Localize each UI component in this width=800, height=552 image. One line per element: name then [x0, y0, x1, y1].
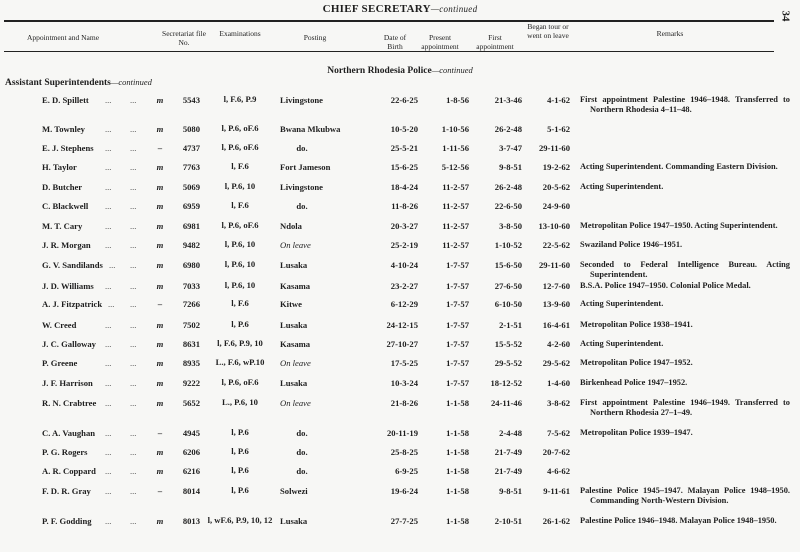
present-appointment: 1-1-58	[446, 398, 469, 408]
marital-status: m	[156, 447, 164, 457]
leader-dots: ...	[105, 398, 112, 408]
posting: On leave	[280, 398, 311, 408]
leader-dots: ...	[105, 466, 112, 476]
file-number: 7763	[182, 162, 200, 172]
present-appointment: 1-7-57	[446, 260, 469, 270]
leader-dots: ...	[130, 358, 137, 368]
posting: Lusaka	[280, 320, 308, 330]
marital-status: m	[156, 95, 164, 105]
leader-dots: ...	[130, 378, 137, 388]
began-tour: 24-9-60	[542, 201, 570, 211]
officer-name: F. D. R. Gray	[42, 486, 91, 496]
posting: Livingstone	[280, 95, 323, 105]
examinations: l, P.6, oF.6	[221, 123, 259, 133]
date-of-birth: 10-5-20	[390, 124, 418, 134]
marital-status: m	[156, 378, 164, 388]
marital-status: m	[156, 260, 164, 270]
leader-dots: ...	[130, 95, 137, 105]
posting: do.	[296, 466, 308, 476]
remarks: First appointment Palestine 1946–1949. Transferred to Northern Rhodesia 27–1–49.	[580, 398, 790, 417]
present-appointment: 1-1-58	[446, 486, 469, 496]
marital-status: m	[156, 240, 164, 250]
officer-name: P. F. Godding	[42, 516, 92, 526]
marital-status: m	[156, 182, 164, 192]
officer-name: M. Townley	[42, 124, 85, 134]
began-tour: 12-7-60	[542, 281, 570, 291]
table-row	[0, 94, 800, 114]
leader-dots: ...	[105, 201, 112, 211]
leader-dots: ...	[105, 320, 112, 330]
marital-status: m	[156, 221, 164, 231]
officer-name: J. D. Williams	[42, 281, 94, 291]
table-row	[0, 485, 800, 505]
posting: do.	[296, 428, 308, 438]
present-appointment: 1-7-57	[446, 339, 469, 349]
examinations: l, F.6	[231, 161, 249, 171]
officer-name: D. Butcher	[42, 182, 83, 192]
marital-status: m	[156, 466, 164, 476]
officer-name: M. T. Cary	[42, 221, 83, 231]
leader-dots: ...	[130, 281, 137, 291]
date-of-birth: 15-6-25	[390, 162, 418, 172]
file-number: 7502	[182, 320, 200, 330]
table-row	[0, 428, 800, 442]
posting: Kasama	[280, 281, 311, 291]
title-text: CHIEF SECRETARY	[322, 3, 431, 15]
present-appointment: 1-7-57	[446, 358, 469, 368]
table-row	[0, 397, 800, 417]
present-appointment: 1-1-58	[446, 428, 469, 438]
leader-dots: ...	[105, 143, 112, 153]
table-row	[0, 320, 800, 334]
leader-dots: ...	[105, 486, 112, 496]
file-number: 8013	[182, 516, 200, 526]
posting: Lusaka	[280, 516, 308, 526]
marital-status: m	[156, 358, 164, 368]
began-tour: 4-2-60	[547, 339, 570, 349]
marital-status: m	[156, 339, 164, 349]
officer-name: J. R. Morgan	[42, 240, 91, 250]
posting: On leave	[280, 358, 311, 368]
examinations: l, P.6	[231, 446, 249, 456]
began-tour: 29-11-60	[538, 143, 570, 153]
officer-name: P. Greene	[42, 358, 78, 368]
file-number: 6206	[182, 447, 200, 457]
examinations: l, F.6	[231, 298, 249, 308]
present-appointment: 11-2-57	[442, 240, 469, 250]
first-appointment: 2-4-48	[499, 428, 522, 438]
posting: Kasama	[280, 339, 311, 349]
table-row	[0, 259, 800, 279]
page-number: 34	[779, 10, 792, 22]
began-tour: 3-8-62	[547, 398, 570, 408]
remarks: Palestine Police 1945–1947. Malayan Police 1948–1950. Commanding North-Western Division.	[580, 486, 790, 505]
leader-dots: ...	[109, 260, 116, 270]
examinations: l, P.6, oF.6	[221, 142, 259, 152]
examinations: l, P.6, 10	[224, 239, 256, 249]
present-appointment: 1-1-58	[446, 516, 469, 526]
marital-status: –	[157, 428, 163, 438]
file-number: 8631	[182, 339, 200, 349]
examinations: l, P.6, oF.6	[221, 220, 259, 230]
first-appointment: 22-6-50	[494, 201, 522, 211]
first-appointment: 26-2-48	[494, 124, 522, 134]
leader-dots: ...	[130, 447, 137, 457]
file-number: 8935	[182, 358, 200, 368]
examinations: l, F.6, P.9	[223, 94, 257, 104]
present-appointment: 1-1-58	[446, 466, 469, 476]
table-row	[0, 516, 800, 530]
officer-name: J. C. Galloway	[42, 339, 96, 349]
posting: do.	[296, 143, 308, 153]
marital-status: –	[157, 299, 163, 309]
posting: Ndola	[280, 221, 302, 231]
leader-dots: ...	[130, 240, 137, 250]
posting: On leave	[280, 240, 311, 250]
examinations: l, P.6, 10	[224, 259, 256, 269]
subsection-heading	[5, 77, 152, 88]
date-of-birth: 21-8-26	[390, 398, 418, 408]
remarks: Acting Superintendent.	[580, 299, 664, 308]
leader-dots: ...	[130, 320, 137, 330]
first-appointment: 6-10-50	[494, 299, 522, 309]
marital-status: m	[156, 516, 164, 526]
date-of-birth: 6-12-29	[390, 299, 418, 309]
posting: Lusaka	[280, 260, 308, 270]
section-suffix: —continued	[431, 65, 473, 75]
table-row	[0, 466, 800, 480]
leader-dots: ...	[130, 486, 137, 496]
table-row	[0, 358, 800, 372]
first-appointment: 21-7-49	[494, 466, 522, 476]
date-of-birth: 25-8-25	[390, 447, 418, 457]
first-appointment: 15-5-52	[494, 339, 522, 349]
marital-status: m	[156, 124, 164, 134]
remarks: Acting Superintendent.	[580, 339, 664, 348]
leader-dots: ...	[130, 182, 137, 192]
posting: Livingstone	[280, 182, 323, 192]
began-tour: 13-9-60	[542, 299, 570, 309]
table-row	[0, 221, 800, 235]
leader-dots: ...	[130, 260, 137, 270]
examinations: l, F.6, P.9, 10	[217, 338, 263, 348]
col-header-present: Present appointment	[421, 33, 459, 51]
file-number: 4945	[182, 428, 200, 438]
remarks: Acting Superintendent. Commanding Eastern Division.	[580, 162, 778, 171]
examinations: l, P.6	[231, 465, 249, 475]
first-appointment: 3-7-47	[499, 143, 522, 153]
subsection-suffix: —continued	[110, 77, 152, 87]
leader-dots: ...	[105, 428, 112, 438]
leader-dots: ...	[130, 466, 137, 476]
began-tour: 1-4-60	[547, 378, 570, 388]
marital-status: m	[156, 281, 164, 291]
present-appointment: 11-2-57	[442, 182, 469, 192]
leader-dots: ...	[105, 339, 112, 349]
leader-dots: ...	[105, 95, 112, 105]
first-appointment: 29-5-52	[494, 358, 522, 368]
table-row	[0, 143, 800, 157]
officer-name: E. J. Stephens	[42, 143, 94, 153]
col-header-dob: Date of Birth	[383, 33, 407, 51]
leader-dots: ...	[105, 281, 112, 291]
present-appointment: 1-10-56	[441, 124, 469, 134]
leader-dots: ...	[105, 182, 112, 192]
remarks: Palestine Police 1946–1948. Malayan Police 1948–1950.	[580, 516, 777, 525]
officer-name: C. A. Vaughan	[42, 428, 96, 438]
page-title	[0, 3, 800, 15]
posting: Bwana Mkubwa	[280, 124, 341, 134]
first-appointment: 26-2-48	[494, 182, 522, 192]
leader-dots: ...	[130, 516, 137, 526]
examinations: l, P.6, oF.6	[221, 377, 259, 387]
first-appointment: 2-10-51	[494, 516, 522, 526]
table-row	[0, 299, 800, 313]
file-number: 6959	[182, 201, 200, 211]
marital-status: –	[157, 486, 163, 496]
remarks: Swaziland Police 1946–1951.	[580, 240, 683, 249]
officer-name: P. G. Rogers	[42, 447, 88, 457]
table-row	[0, 281, 800, 295]
present-appointment: 1-7-57	[446, 299, 469, 309]
began-tour: 26-1-62	[542, 516, 570, 526]
table-row	[0, 162, 800, 176]
first-appointment: 21-3-46	[494, 95, 522, 105]
file-number: 6980	[182, 260, 200, 270]
date-of-birth: 27-7-25	[390, 516, 418, 526]
began-tour: 5-1-62	[547, 124, 570, 134]
date-of-birth: 23-2-27	[390, 281, 418, 291]
present-appointment: 1-7-57	[446, 378, 469, 388]
leader-dots: ...	[130, 124, 137, 134]
leader-dots: ...	[130, 162, 137, 172]
examinations: l, P.6, 10	[224, 280, 256, 290]
date-of-birth: 25-5-21	[390, 143, 418, 153]
file-number: 5652	[182, 398, 200, 408]
leader-dots: ...	[105, 358, 112, 368]
col-header-remarks: Remarks	[656, 29, 684, 38]
subsection-title: Assistant Superintendents	[5, 78, 111, 88]
header-rule-top	[4, 20, 774, 22]
posting: Solwezi	[280, 486, 308, 496]
leader-dots: ...	[105, 516, 112, 526]
first-appointment: 21-7-49	[494, 447, 522, 457]
remarks: Metropolitan Police 1947–1950. Acting Superintendent.	[580, 221, 778, 230]
leader-dots: ...	[105, 162, 112, 172]
present-appointment: 1-11-56	[442, 143, 469, 153]
file-number: 6216	[182, 466, 200, 476]
table-row	[0, 182, 800, 196]
first-appointment: 15-6-50	[494, 260, 522, 270]
remarks: B.S.A. Police 1947–1950. Colonial Police Medal.	[580, 281, 751, 290]
date-of-birth: 11-8-26	[391, 201, 418, 211]
began-tour: 19-2-62	[542, 162, 570, 172]
leader-dots: ...	[105, 447, 112, 457]
leader-dots: ...	[130, 143, 137, 153]
table-row	[0, 124, 800, 138]
first-appointment: 3-8-50	[499, 221, 522, 231]
remarks: Metropolitan Police 1939–1947.	[580, 428, 693, 437]
col-header-exams: Examinations	[219, 29, 261, 38]
date-of-birth: 4-10-24	[390, 260, 418, 270]
leader-dots: ...	[130, 398, 137, 408]
present-appointment: 1-7-57	[446, 281, 469, 291]
began-tour: 20-7-62	[542, 447, 570, 457]
officer-name: E. D. Spillett	[42, 95, 89, 105]
leader-dots: ...	[130, 221, 137, 231]
remarks: Metropolitan Police 1947–1952.	[580, 358, 693, 367]
officer-name: A. J. Fitzpatrick	[42, 299, 103, 309]
began-tour: 16-4-61	[542, 320, 570, 330]
began-tour: 13-10-60	[538, 221, 570, 231]
remarks: Metropolitan Police 1938–1941.	[580, 320, 693, 329]
first-appointment: 27-6-50	[494, 281, 522, 291]
date-of-birth: 6-9-25	[395, 466, 418, 476]
examinations: L., F.6, wP.10	[215, 357, 265, 367]
file-number: 5543	[182, 95, 200, 105]
began-tour: 9-11-61	[543, 486, 570, 496]
began-tour: 22-5-62	[542, 240, 570, 250]
marital-status: m	[156, 162, 164, 172]
marital-status: m	[156, 320, 164, 330]
examinations: L., P.6, 10	[222, 397, 258, 407]
table-row	[0, 201, 800, 215]
date-of-birth: 10-3-24	[390, 378, 418, 388]
file-number: 7266	[182, 299, 200, 309]
present-appointment: 1-8-56	[446, 95, 469, 105]
began-tour: 20-5-62	[542, 182, 570, 192]
posting: Lusaka	[280, 378, 308, 388]
date-of-birth: 18-4-24	[390, 182, 418, 192]
first-appointment: 2-1-51	[499, 320, 522, 330]
examinations: l, F.6	[231, 200, 249, 210]
first-appointment: 9-8-51	[499, 486, 522, 496]
began-tour: 29-11-60	[538, 260, 570, 270]
present-appointment: 5-12-56	[441, 162, 469, 172]
file-number: 8014	[182, 486, 200, 496]
posting: Kitwe	[280, 299, 302, 309]
marital-status: m	[156, 398, 164, 408]
section-heading	[0, 65, 800, 76]
began-tour: 29-5-62	[542, 358, 570, 368]
leader-dots: ...	[130, 201, 137, 211]
present-appointment: 1-7-57	[446, 320, 469, 330]
leader-dots: ...	[130, 428, 137, 438]
file-number: 6981	[182, 221, 200, 231]
leader-dots: ...	[105, 221, 112, 231]
marital-status: m	[156, 201, 164, 211]
first-appointment: 24-11-46	[490, 398, 522, 408]
file-number: 4737	[182, 143, 200, 153]
leader-dots: ...	[105, 240, 112, 250]
posting: Fort Jameson	[280, 162, 331, 172]
remarks: Birkenhead Police 1947–1952.	[580, 378, 688, 387]
header-rule-bottom	[4, 51, 774, 52]
date-of-birth: 24-12-15	[386, 320, 418, 330]
examinations: l, wF.6, P.9, 10, 12	[207, 515, 273, 525]
began-tour: 7-5-62	[547, 428, 570, 438]
examinations: l, P.6	[231, 485, 249, 495]
section-title: Northern Rhodesia Police	[327, 66, 432, 76]
col-header-name: Appointment and Name	[26, 33, 100, 42]
table-row	[0, 240, 800, 254]
file-number: 9222	[182, 378, 200, 388]
began-tour: 4-1-62	[547, 95, 570, 105]
officer-name: A. R. Coppard	[42, 466, 96, 476]
remarks: Seconded to Federal Intelligence Bureau. Acting Superintendent.	[580, 260, 790, 279]
leader-dots: ...	[108, 299, 115, 309]
date-of-birth: 27-10-27	[386, 339, 418, 349]
table-row	[0, 339, 800, 353]
col-header-file: Secretariat file No.	[162, 29, 206, 47]
leader-dots: ...	[130, 339, 137, 349]
posting: do.	[296, 447, 308, 457]
date-of-birth: 25-2-19	[390, 240, 418, 250]
present-appointment: 11-2-57	[442, 201, 469, 211]
date-of-birth: 20-3-27	[390, 221, 418, 231]
examinations: l, P.6	[231, 427, 249, 437]
posting: do.	[296, 201, 308, 211]
first-appointment: 1-10-52	[494, 240, 522, 250]
date-of-birth: 19-6-24	[390, 486, 418, 496]
leader-dots: ...	[105, 124, 112, 134]
date-of-birth: 20-11-19	[386, 428, 418, 438]
table-row	[0, 378, 800, 392]
began-tour: 4-6-62	[547, 466, 570, 476]
officer-name: G. V. Sandilands	[42, 260, 103, 270]
officer-name: C. Blackwell	[42, 201, 89, 211]
title-suffix: —continued	[430, 4, 478, 14]
examinations: l, P.6, 10	[224, 181, 256, 191]
officer-name: R. N. Crabtree	[42, 398, 97, 408]
officer-name: W. Creed	[42, 320, 77, 330]
file-number: 9482	[182, 240, 200, 250]
first-appointment: 18-12-52	[490, 378, 522, 388]
remarks: Acting Superintendent.	[580, 182, 664, 191]
file-number: 7033	[182, 281, 200, 291]
officer-name: H. Taylor	[42, 162, 77, 172]
col-header-first: First appointment	[476, 33, 514, 51]
marital-status: –	[157, 143, 163, 153]
first-appointment: 9-8-51	[499, 162, 522, 172]
file-number: 5069	[182, 182, 200, 192]
table-row	[0, 447, 800, 461]
officer-name: J. F. Harrison	[42, 378, 93, 388]
col-header-posting: Posting	[303, 33, 327, 42]
leader-dots: ...	[105, 378, 112, 388]
col-header-began: Began tour or went on leave	[527, 22, 569, 40]
leader-dots: ...	[130, 299, 137, 309]
date-of-birth: 17-5-25	[390, 358, 418, 368]
present-appointment: 1-1-58	[446, 447, 469, 457]
file-number: 5080	[182, 124, 200, 134]
examinations: l, P.6	[231, 319, 249, 329]
present-appointment: 11-2-57	[442, 221, 469, 231]
date-of-birth: 22-6-25	[390, 95, 418, 105]
remarks: First appointment Palestine 1946–1948. Transferred to Northern Rhodesia 4–11–48.	[580, 95, 790, 114]
